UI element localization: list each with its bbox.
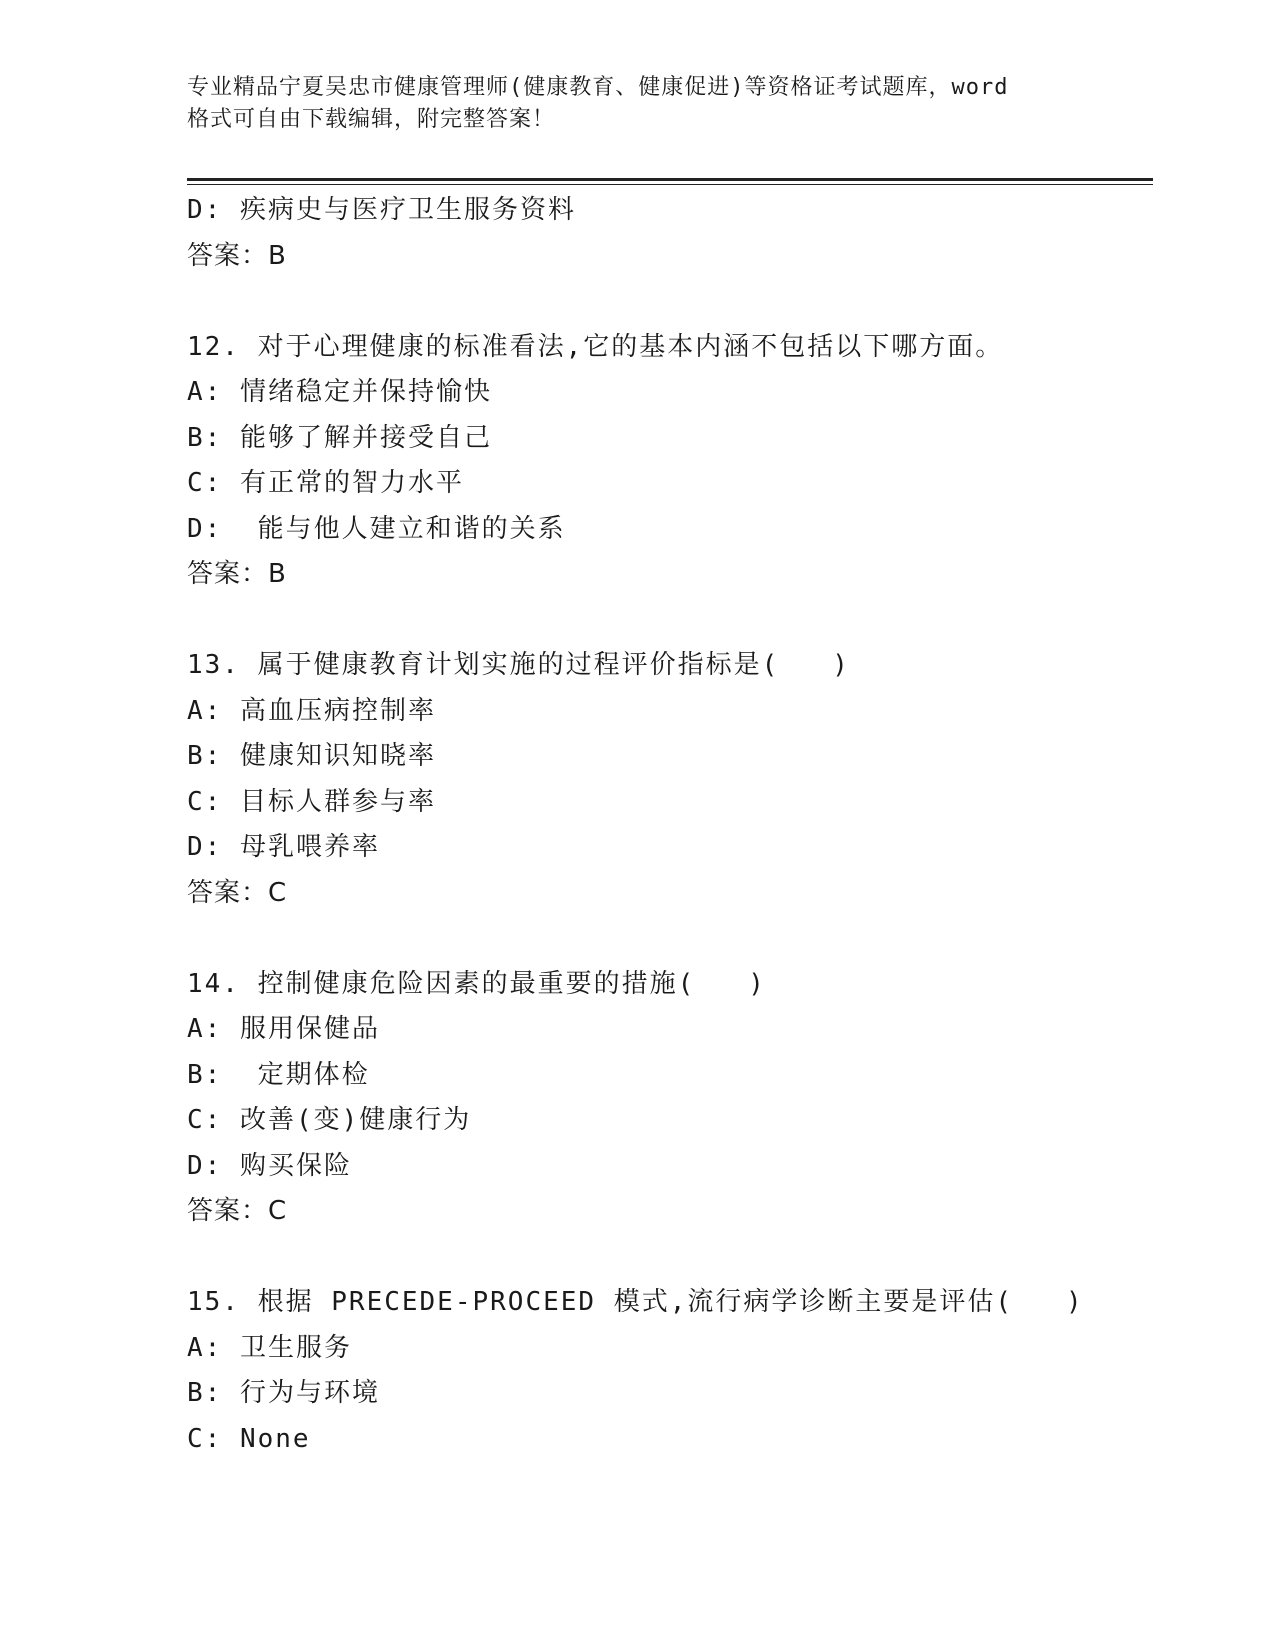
header-divider-thin xyxy=(187,184,1153,185)
question-stem: 15. 根据 PRECEDE-PROCEED 模式,流行病学诊断主要是评估( ) xyxy=(187,1287,1084,1317)
question-list xyxy=(187,188,1147,1462)
option-b: B: 能够了解并接受自己 xyxy=(187,422,492,453)
document-header xyxy=(187,72,1067,136)
option-d: D: 能与他人建立和谐的关系 xyxy=(187,513,566,544)
answer: 答案：C xyxy=(187,1196,288,1226)
answer: 答案：C xyxy=(187,877,288,908)
answer: 答案：B xyxy=(187,240,287,271)
option-b: B: 定期体检 xyxy=(187,1059,370,1090)
option-c: C: None xyxy=(187,1423,311,1454)
option-b: B: 健康知识知晓率 xyxy=(187,741,436,771)
question-13 xyxy=(187,643,1147,916)
option-d: D: 疾病史与医疗卫生服务资料 xyxy=(187,195,576,225)
option-c: C: 目标人群参与率 xyxy=(187,786,436,817)
option-a: A: 服用保健品 xyxy=(187,1014,380,1044)
question-stem: 14. 控制健康危险因素的最重要的措施( ) xyxy=(187,968,766,999)
option-d: D: 购买保险 xyxy=(187,1150,352,1181)
header-line-1: 专业精品宁夏吴忠市健康管理师(健康教育、健康促进)等资格证考试题库，word xyxy=(187,75,1009,100)
question-12 xyxy=(187,325,1147,598)
header-divider-thick xyxy=(187,178,1153,181)
question-stem: 12. 对于心理健康的标准看法,它的基本内涵不包括以下哪方面。 xyxy=(187,331,1004,362)
question-15 xyxy=(187,1280,1147,1462)
header-line-2: 格式可自由下载编辑，附完整答案！ xyxy=(187,107,556,132)
option-a: A: 高血压病控制率 xyxy=(187,695,436,726)
option-c: C: 改善(变)健康行为 xyxy=(187,1105,472,1135)
option-c: C: 有正常的智力水平 xyxy=(187,468,464,498)
option-a: A: 情绪稳定并保持愉快 xyxy=(187,377,492,407)
question-stem: 13. 属于健康教育计划实施的过程评价指标是( ) xyxy=(187,650,850,680)
question-11-tail xyxy=(187,188,1147,279)
option-b: B: 行为与环境 xyxy=(187,1378,380,1408)
option-a: A: 卫生服务 xyxy=(187,1332,352,1363)
answer: 答案：B xyxy=(187,559,287,589)
option-d: D: 母乳喂养率 xyxy=(187,832,380,862)
question-14 xyxy=(187,962,1147,1235)
